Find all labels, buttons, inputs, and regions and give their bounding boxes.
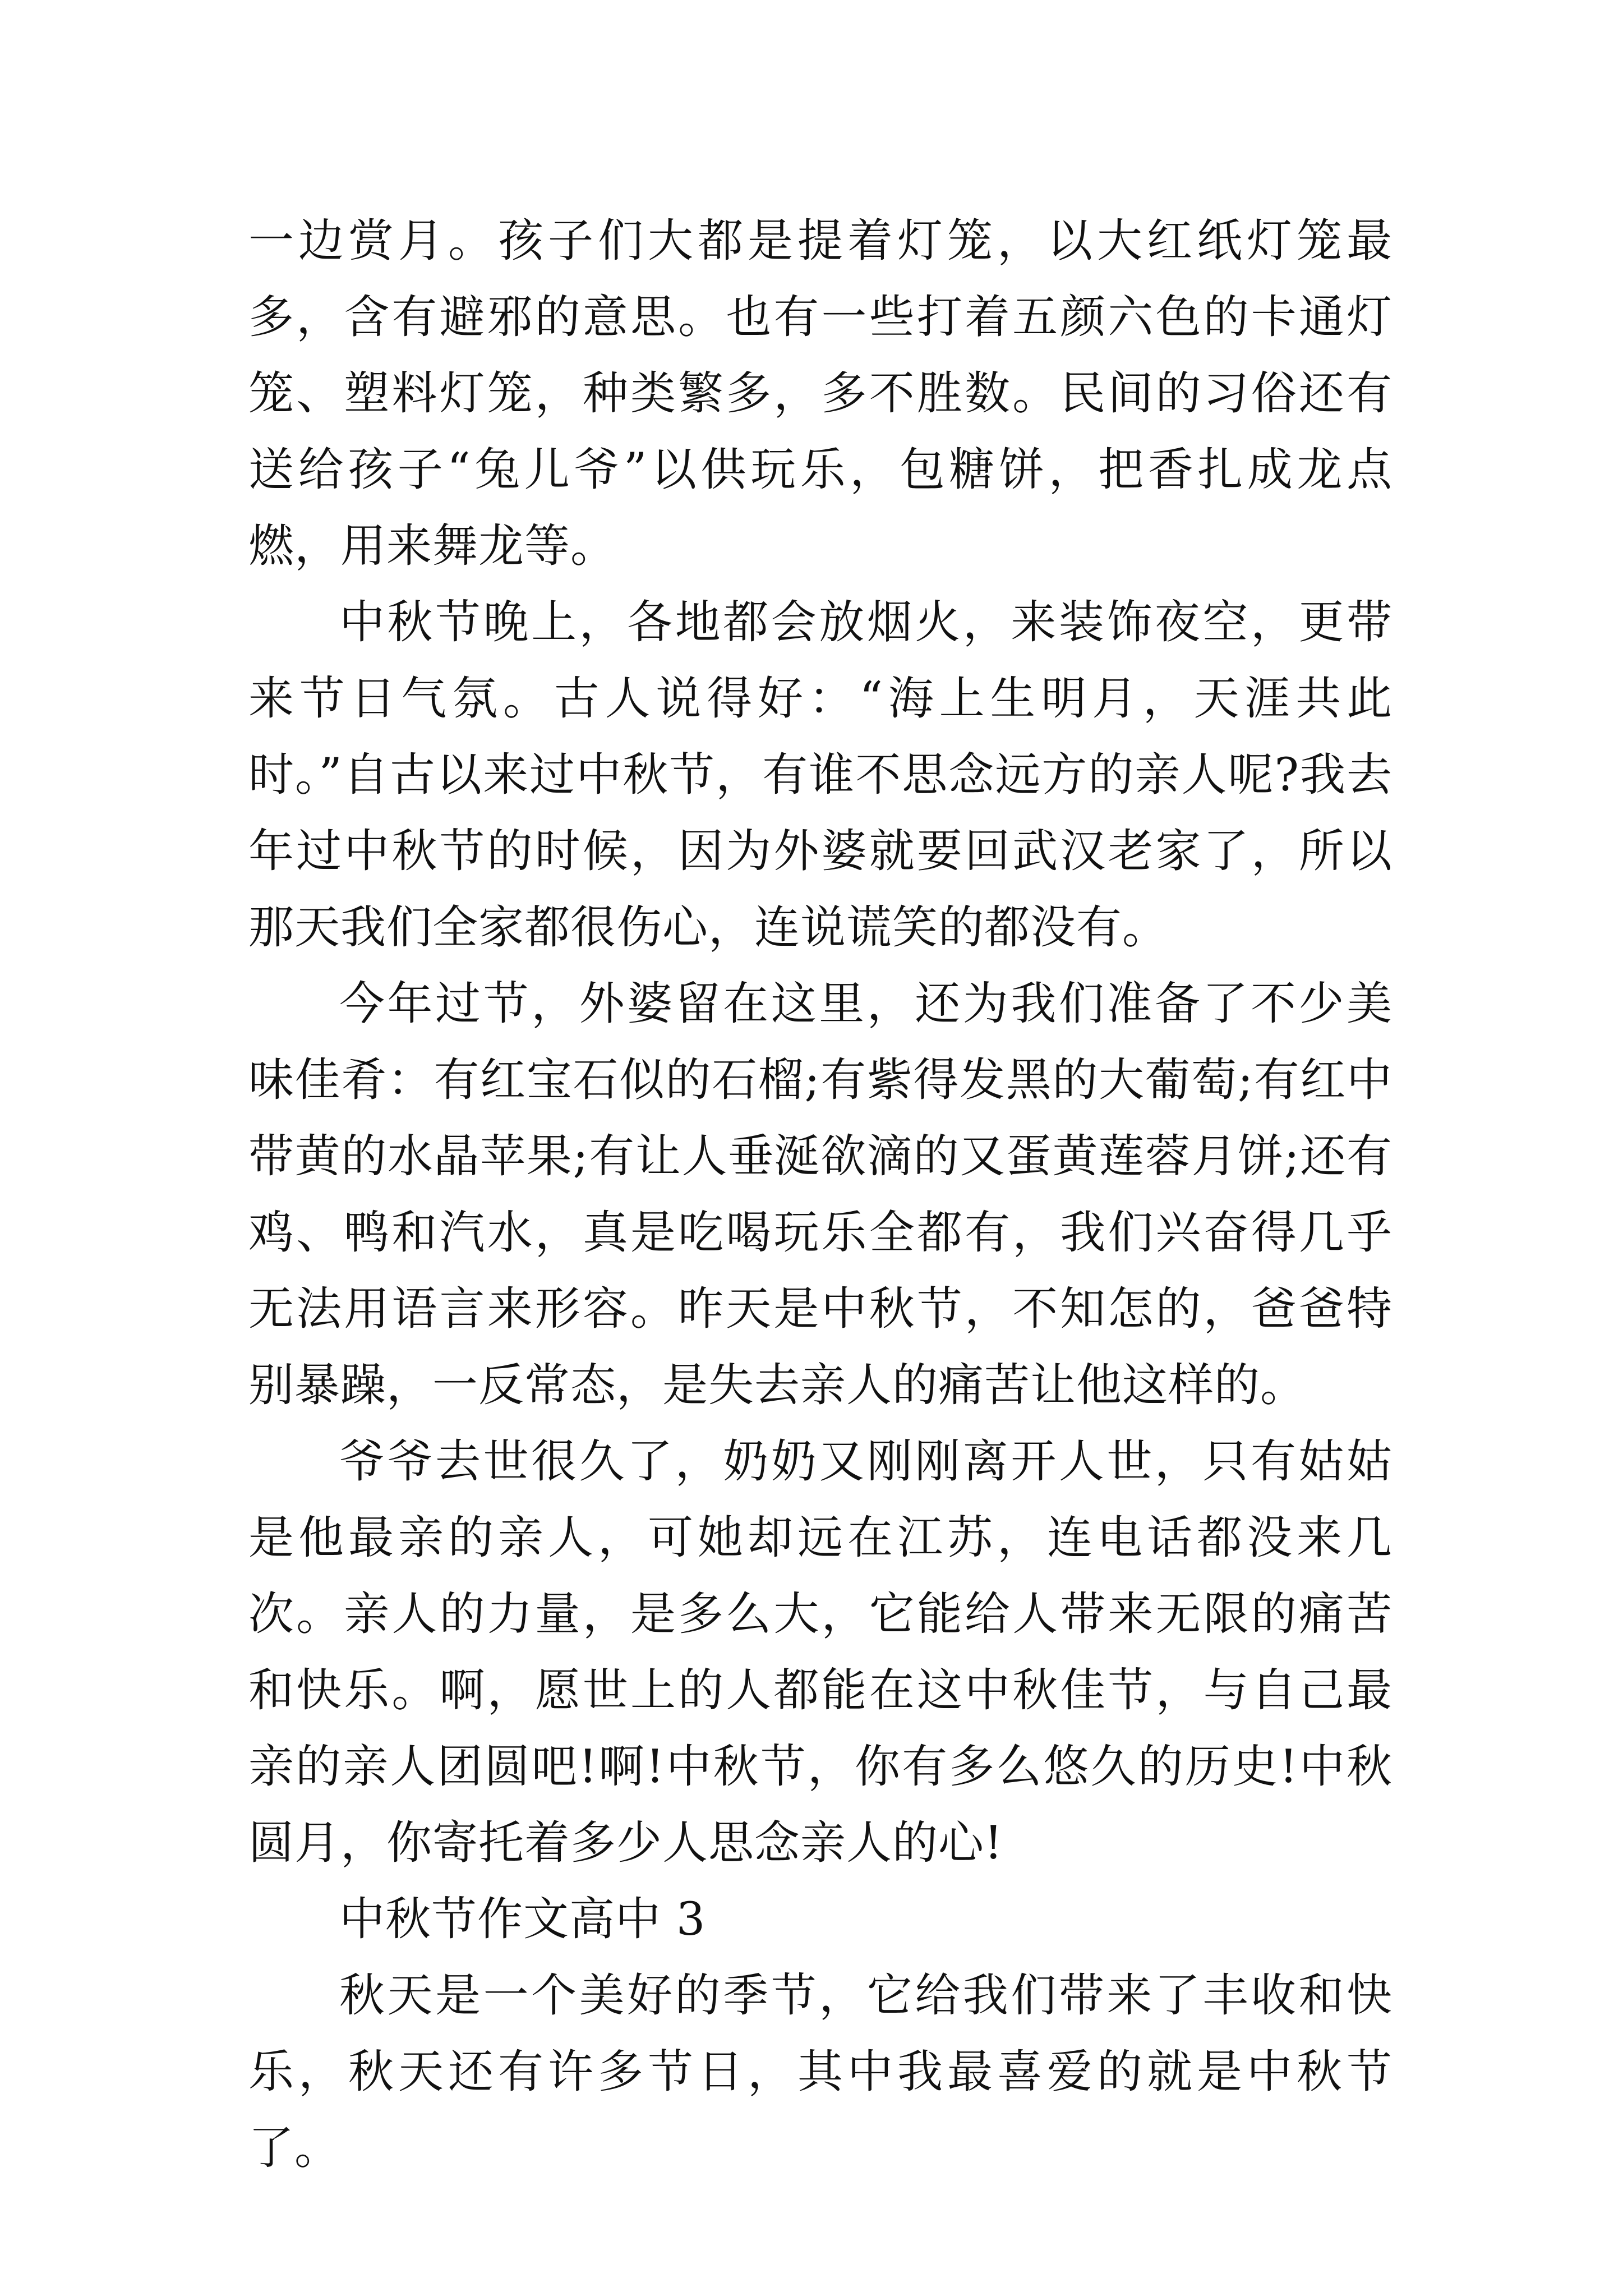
document-body	[248, 203, 1393, 2187]
paragraph-5: 秋天是一个美好的季节，它给我们带来了丰收和快乐，秋天还有许多节日，其中我最喜爱的就是中秋节了。	[248, 1970, 1393, 2175]
paragraph-2: 中秋节晚上，各地都会放烟火，来装饰夜空，更带来节日气氛。古人说得好：“海上生明月，天涯共此时。”自古以来过中秋节，有谁不思念远方的亲人呢?我去年过中秋节的时候，因为外婆就要回武汉老家了，所以那天我们全家都很伤心，连说谎笑的都没有。	[248, 596, 1393, 954]
section-heading: 中秋节作文高中 3	[339, 1893, 706, 1946]
paragraph-1: 一边赏月。孩子们大都是提着灯笼，以大红纸灯笼最多，含有避邪的意思。也有一些打着五颜六色的卡通灯笼、塑料灯笼，种类繁多，多不胜数。民间的习俗还有送给孩子“兔儿爷”以供玩乐，包糖饼，把香扎成龙点燃，用来舞龙等。	[248, 215, 1393, 573]
paragraph-3: 今年过节，外婆留在这里，还为我们准备了不少美味佳肴：有红宝石似的石榴;有紫得发黑的大葡萄;有红中带黄的水晶苹果;有让人垂涎欲滴的又蛋黄莲蓉月饼;还有鸡、鸭和汽水，真是吃喝玩乐全都有，我们兴奋得几乎无法用语言来形容。昨天是中秋节，不知怎的，爸爸特别暴躁，一反常态，是失去亲人的痛苦让他这样的。	[248, 978, 1393, 1412]
paragraph-4: 爷爷去世很久了，奶奶又刚刚离开人世，只有姑姑是他最亲的亲人，可她却远在江苏，连电话都没来几次。亲人的力量，是多么大，它能给人带来无限的痛苦和快乐。啊，愿世上的人都能在这中秋佳节，与自己最亲的亲人团圆吧!啊!中秋节，你有多么悠久的历史!中秋圆月，你寄托着多少人思念亲人的心!	[248, 1435, 1393, 1870]
